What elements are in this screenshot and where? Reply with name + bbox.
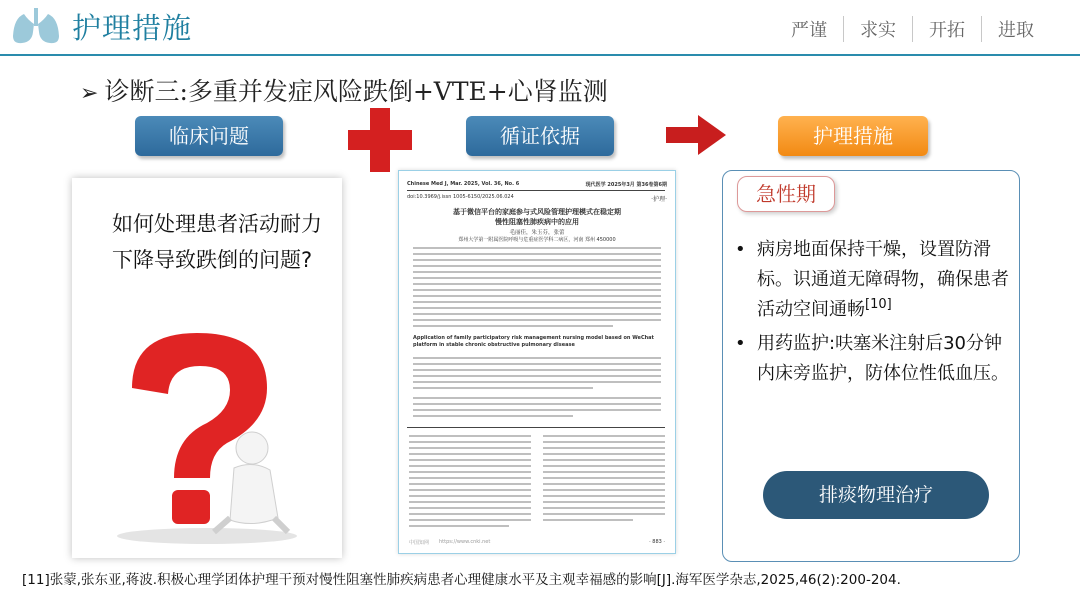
arrow-right-icon — [666, 115, 726, 155]
clinical-question-card — [72, 178, 342, 558]
nursing-bullet-list — [729, 235, 1009, 393]
paper-affiliation: 郑州大学第一附属医院呼吸与危重症医学科二病区，河南 郑州 450000 — [458, 237, 616, 243]
evidence-basis-label: 循证依据 — [466, 116, 614, 156]
evidence-paper-thumbnail — [398, 170, 676, 554]
tagline-item: 进取 — [981, 16, 1050, 42]
clinical-question-text: 如何处理患者活动耐力下降导致跌倒的问题? — [112, 212, 322, 272]
tagline — [775, 16, 1050, 42]
plus-icon — [346, 106, 414, 174]
bullet-text: 用药监护:呋塞米注射后30分钟内床旁监护，防体位性低血压。 — [757, 333, 1009, 384]
paper-english-title: Application of family participatory risk management nursing model based on WeChat platform in stable chronic obstructive pulmonary disease — [413, 335, 654, 348]
list-item — [729, 235, 1009, 325]
nursing-measures-card — [722, 170, 1020, 562]
lungs-icon — [10, 6, 62, 46]
section-heading-text: 诊断三:多重并发症风险跌倒+VTE+心肾监测 — [104, 77, 608, 106]
tagline-item: 严谨 — [791, 20, 827, 41]
paper-page-number: · 883 · — [649, 539, 665, 545]
paper-footer-source: 中国知网 — [409, 540, 430, 546]
nursing-measures-label: 护理措施 — [778, 116, 928, 156]
reference-citation: [11]张蒙,张东亚,蒋波.积极心理学团体护理干预对慢性阻塞性肺疾病患者心理健康水平及主观幸福感的影响[J].海军医学杂志,2025,46(2):200-204. — [22, 572, 901, 588]
question-mark-figure-icon — [102, 328, 312, 548]
list-item — [729, 329, 1009, 389]
tagline-item: 开拓 — [912, 16, 981, 42]
paper-section: ·护理· — [651, 196, 667, 203]
paper-date-info: 现代医学 2025年3月 第36卷第6期 — [585, 182, 667, 188]
header-divider — [0, 54, 1080, 56]
tagline-item: 求实 — [843, 16, 912, 42]
expectoration-therapy-button[interactable]: 排痰物理治疗 — [763, 471, 989, 519]
bullet-dot: • — [735, 239, 746, 260]
paper-footer-url: https://www.cnki.net — [439, 539, 491, 545]
paper-authors: 毛丽佳，朱玉芬，张蕾 — [509, 230, 565, 236]
paper-journal: Chinese Med J, Mar. 2025, Vol. 36, No. 6 — [407, 181, 520, 187]
paper-title-line-2: 慢性阻塞性肺疾病中的应用 — [495, 218, 579, 226]
section-heading — [80, 72, 608, 108]
paper-title-line-1: 基于微信平台的家庭参与式风险管理护理模式在稳定期 — [453, 208, 621, 216]
bullet-dot: • — [735, 333, 746, 354]
clinical-problem-label: 临床问题 — [135, 116, 283, 156]
paper-doi: doi:10.3969/j.issn 1005-6150/2025.06.024 — [407, 194, 514, 200]
page-title: 护理措施 — [72, 11, 193, 45]
arrow-bullet-icon: ➢ — [80, 81, 99, 106]
bullet-text: 病房地面保持干燥，设置防滑标。识通道无障碍物，确保患者活动空间通畅 — [757, 239, 1009, 320]
citation: [10] — [865, 297, 892, 312]
acute-phase-tag: 急性期 — [737, 176, 835, 212]
